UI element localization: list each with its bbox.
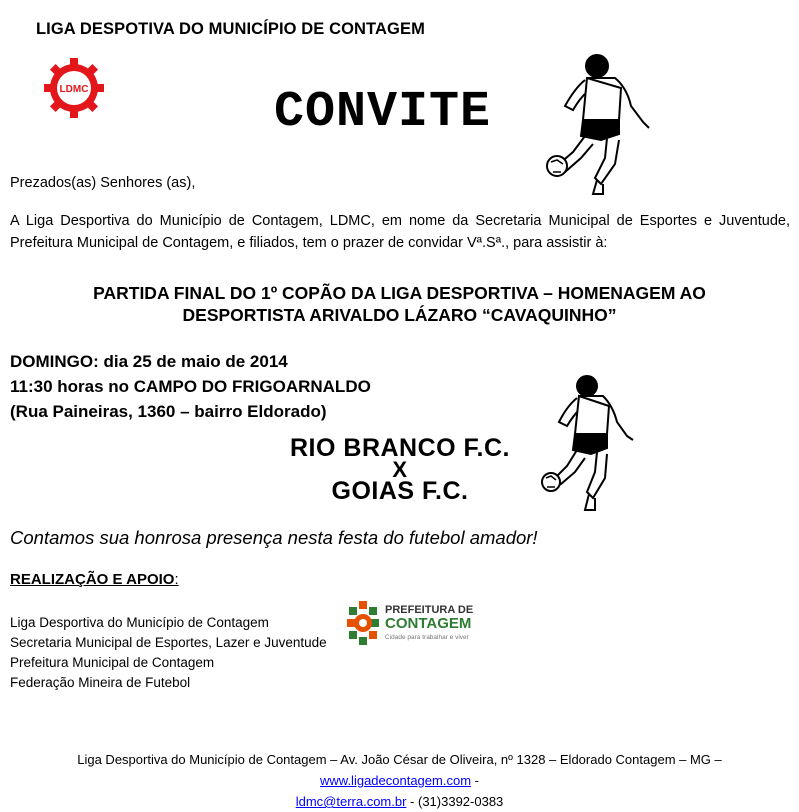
logo-text: LDMC — [59, 84, 89, 95]
prefeitura-logo-icon — [345, 597, 485, 649]
event-date: DOMINGO: dia 25 de maio de 2014 — [10, 352, 288, 371]
pref-line2: CONTAGEM — [385, 615, 472, 632]
versus: X — [392, 457, 408, 482]
footer-address: Liga Desportiva do Município de Contagem – Av. João César de Oliveira, nº 1328 – Eldorado Contagem – MG – — [77, 752, 722, 767]
support-title-colon: : — [174, 571, 179, 588]
invitation-paragraph: A Liga Desportiva do Município de Contagem, LDMC, em nome da Secretaria Municipal de Esportes e Juventude, Prefeitura Municipal de Contagem, e filiados, tem o prazer de convidar Vª.Sª., para assistir à: — [10, 213, 790, 251]
list-item: Prefeitura Municipal de Contagem — [10, 655, 215, 670]
soccer-player-icon — [535, 48, 665, 200]
website-link[interactable]: www.ligadecontagem.com — [320, 773, 472, 788]
ldmc-logo-icon — [42, 56, 106, 120]
page-title: CONVITE — [274, 84, 492, 141]
team-home: RIO BRANCO F.C. — [290, 434, 510, 462]
pref-tagline: Cidade para trabalhar e viver — [385, 634, 469, 641]
support-title — [10, 571, 179, 588]
headline-line-2: DESPORTISTA ARIVALDO LÁZARO “CAVAQUINHO” — [182, 305, 617, 325]
list-item: Secretaria Municipal de Esportes, Lazer e Juventude — [10, 635, 327, 650]
event-address: (Rua Paineiras, 1360 – bairro Eldorado) — [10, 402, 327, 421]
org-name: LIGA DESPOTIVA DO MUNICÍPIO DE CONTAGEM — [36, 20, 425, 38]
footer-phone: - (31)3392-0383 — [406, 794, 504, 809]
support-list — [10, 613, 327, 693]
email-link[interactable]: ldmc@terra.com.br — [295, 794, 407, 809]
event-headline — [0, 282, 799, 326]
support-title-text: REALIZAÇÃO E APOIO — [10, 571, 175, 588]
pref-line1: PREFEITURA DE — [385, 604, 474, 616]
footer-line-1 — [0, 749, 799, 791]
match-teams — [200, 436, 600, 504]
team-away: GOIAS F.C. — [331, 477, 469, 505]
list-item: Federação Mineira de Futebol — [10, 675, 191, 690]
closing-line: Contamos sua honrosa presença nesta festa do futebol amador! — [10, 527, 538, 548]
list-item: Liga Desportiva do Município de Contagem — [10, 615, 269, 630]
headline-line-1: PARTIDA FINAL DO 1º COPÃO DA LIGA DESPORTIVA – HOMENAGEM AO — [93, 283, 706, 303]
footer-line-2 — [0, 791, 799, 812]
greeting: Prezados(as) Senhores (as), — [10, 175, 196, 191]
event-time-place: 11:30 horas no CAMPO DO FRIGOARNALDO — [10, 377, 371, 396]
footer-sep: - — [471, 773, 479, 788]
event-details — [10, 349, 371, 424]
